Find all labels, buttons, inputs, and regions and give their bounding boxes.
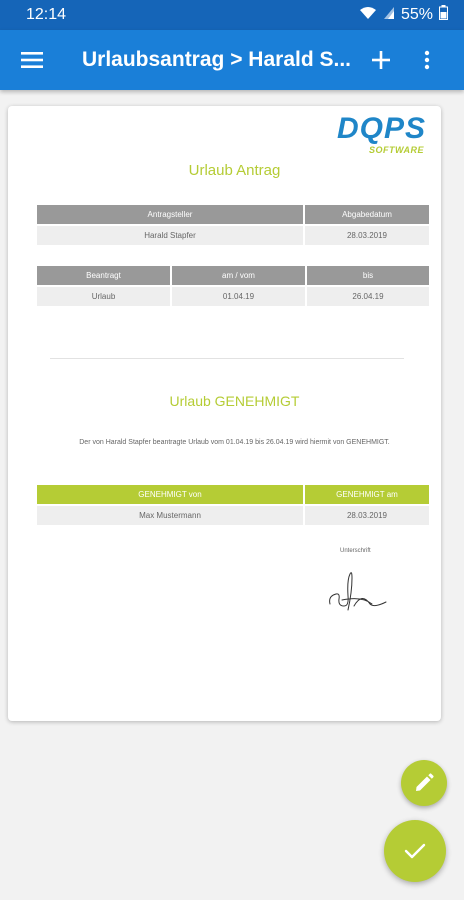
document-preview[interactable] [8,106,441,721]
battery-icon [439,5,448,25]
status-icons [359,5,448,25]
approver-name: Max Mustermann [37,506,303,525]
logo-mark: DQPS [336,112,426,145]
table-header: am / vom [172,266,305,285]
approval-table [35,483,431,527]
request-table [35,264,431,308]
more-options-icon[interactable] [404,30,450,90]
battery-percent: 55% [400,6,433,23]
signature [326,566,388,617]
table-row [37,506,429,525]
table-row [37,226,429,245]
status-bar [0,0,464,30]
table-header: Antragsteller [37,205,303,224]
table-row [37,287,429,306]
company-logo [294,114,426,158]
signal-icon [383,6,395,25]
end-date: 26.04.19 [307,287,429,306]
approval-text: Der von Harald Stapfer beantragte Urlaub vom 01.04.19 bis 26.04.19 wird hiermit von GENEHMIGT. [79,439,390,446]
table-header: Abgabedatum [305,205,429,224]
approve-button[interactable] [384,820,446,882]
wifi-icon [359,6,377,25]
applicant-table [35,203,431,247]
table-header: GENEHMIGT von [37,485,303,504]
status-time: 12:14 [26,6,67,23]
menu-icon[interactable] [0,30,64,90]
applicant-name: Harald Stapfer [37,226,303,245]
submission-date: 28.03.2019 [305,226,429,245]
logo-subtitle: SOFTWARE [369,145,424,155]
approval-date: 28.03.2019 [305,506,429,525]
app-bar [0,30,464,90]
page-title: Urlaubsantrag > Harald S... [82,48,352,71]
pencil-icon [413,772,435,794]
add-icon[interactable] [358,30,404,90]
table-header: Beantragt [37,266,170,285]
signature-label: Unterschrift [340,548,371,554]
table-header: bis [307,266,429,285]
divider [50,358,404,359]
start-date: 01.04.19 [172,287,305,306]
check-icon [404,842,426,860]
table-header: GENEHMIGT am [305,485,429,504]
approval-heading: Urlaub GENEHMIGT [169,393,300,409]
edit-button[interactable] [401,760,447,806]
document-title: Urlaub Antrag [188,162,281,179]
request-type: Urlaub [37,287,170,306]
